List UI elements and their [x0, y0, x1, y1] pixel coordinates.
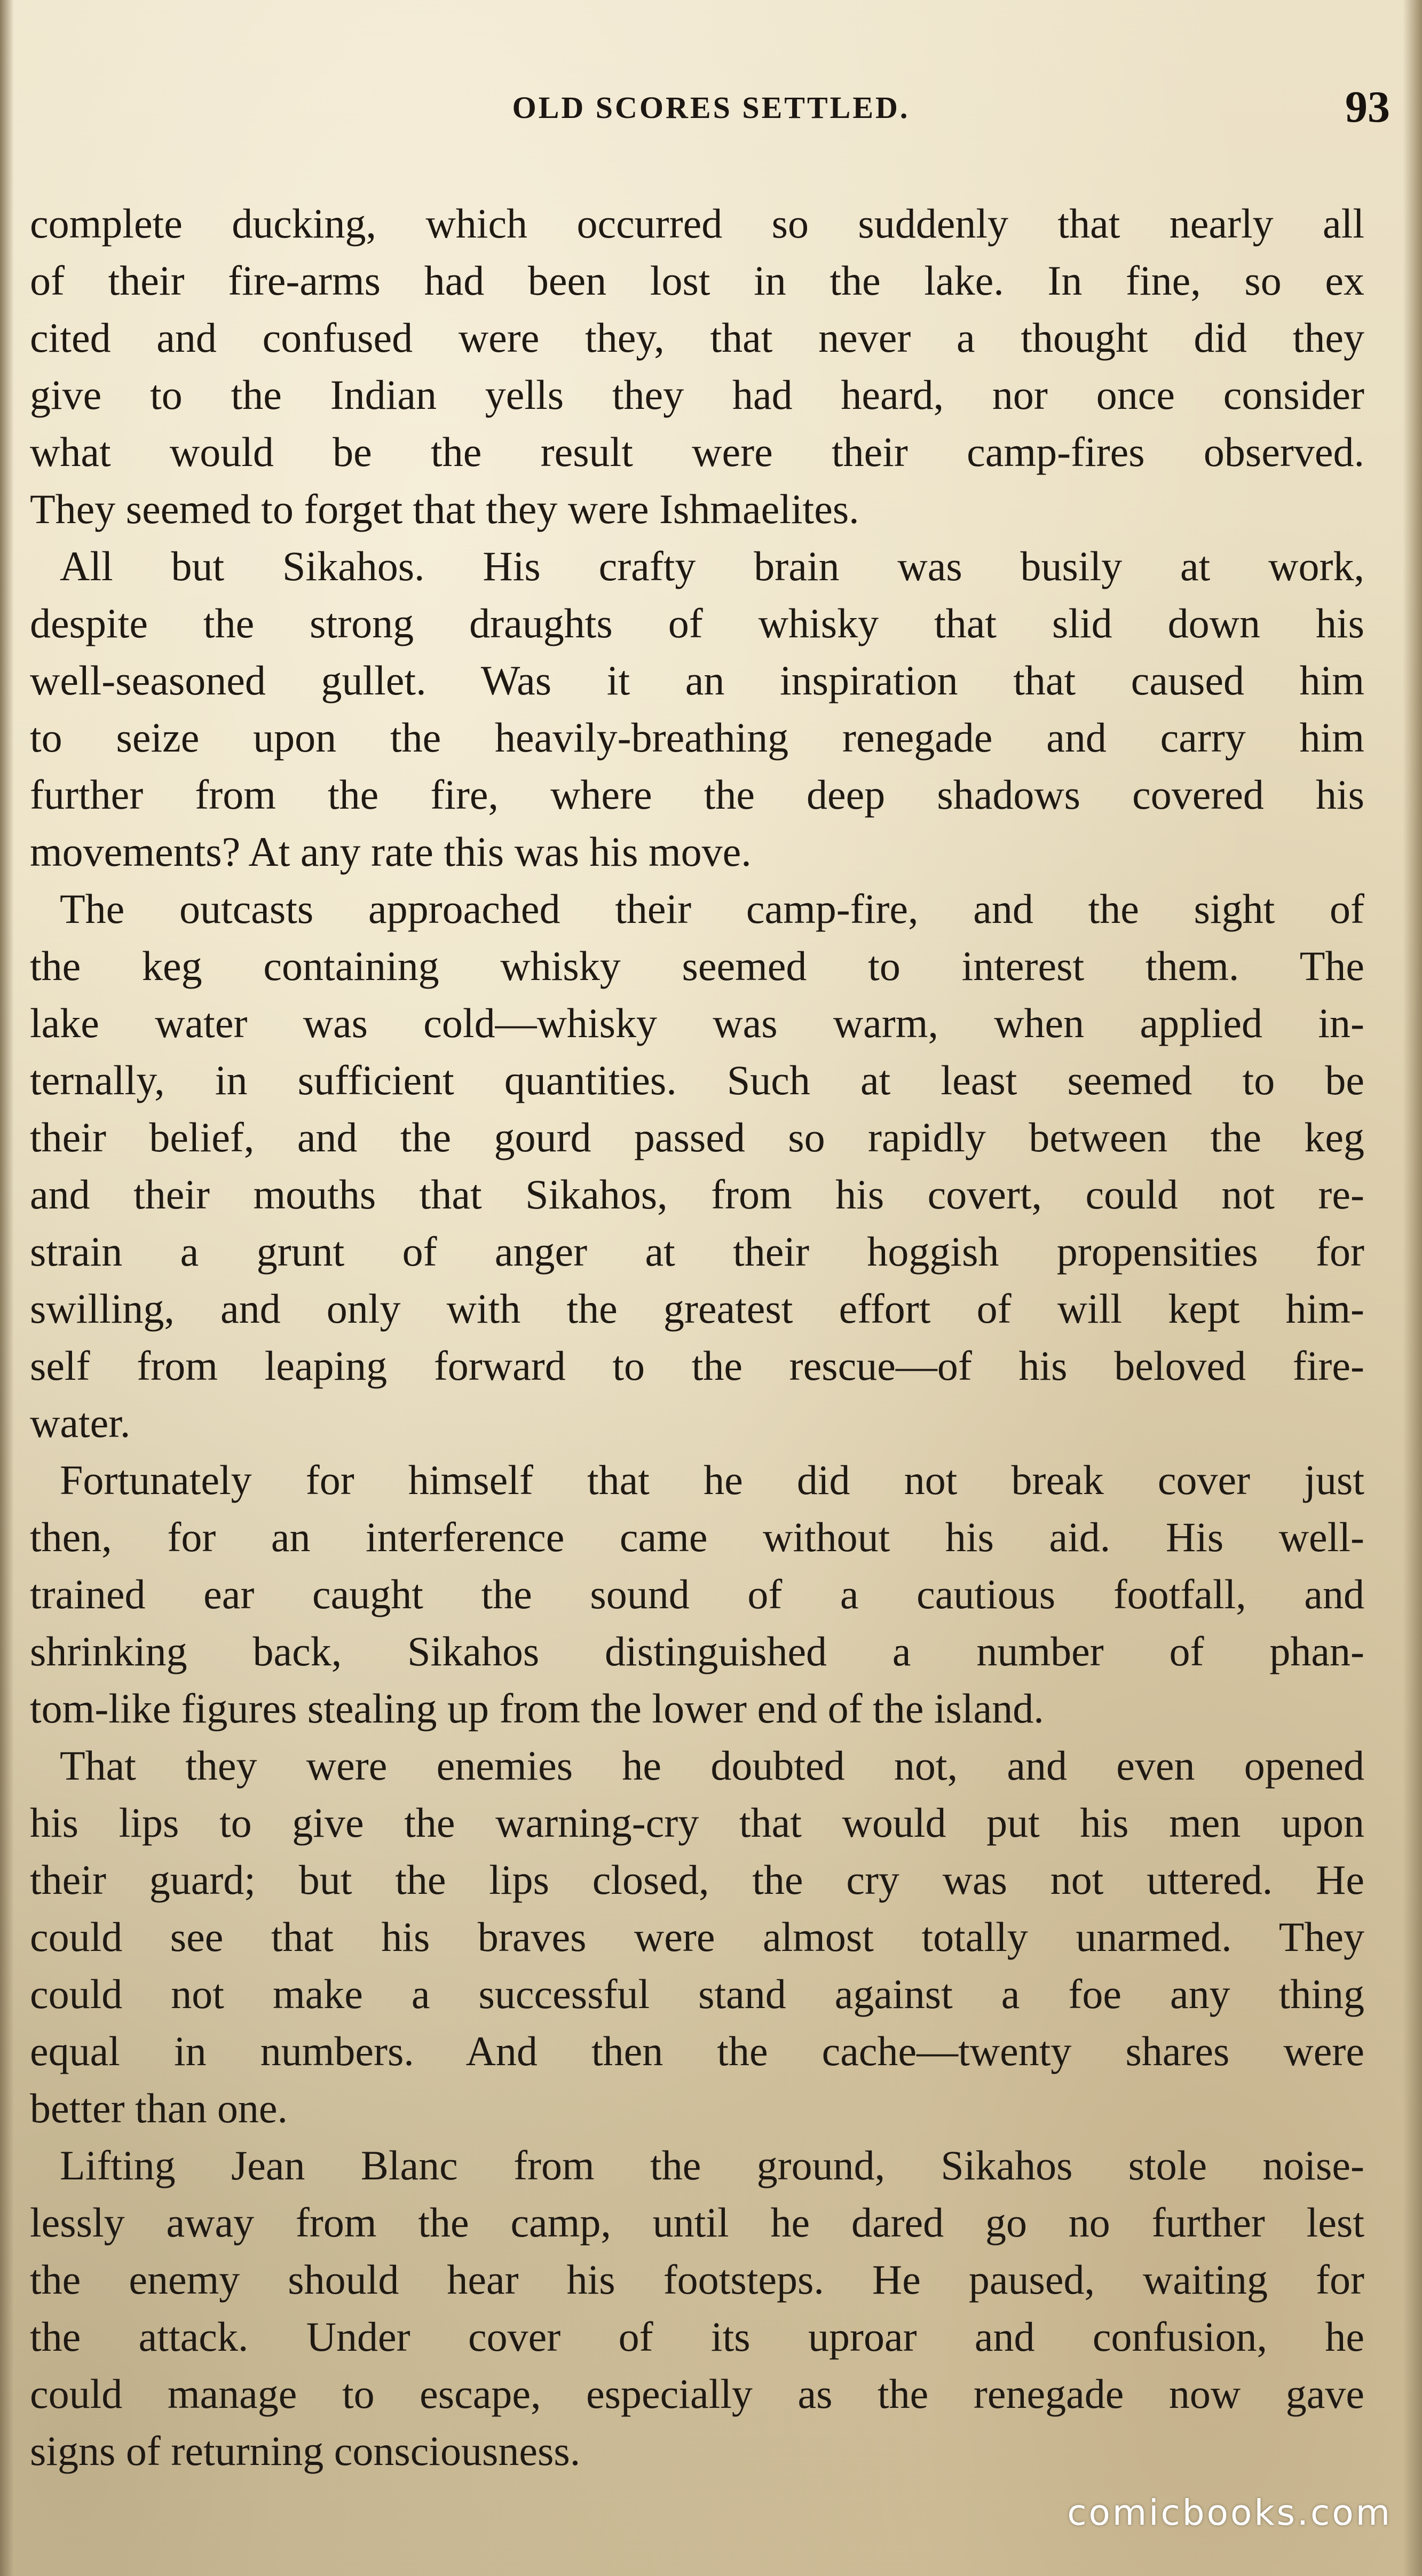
paragraph	[30, 2137, 1364, 2479]
text-line: despite the strong draughts of whisky that slid down his	[30, 600, 1364, 646]
text-line: what would be the result were their camp-fires observed.	[30, 429, 1364, 475]
text-line: That they were enemies he doubted not, and even opened	[60, 1742, 1364, 1789]
text-line: lessly away from the camp, until he dared go no further lest	[30, 2199, 1364, 2246]
text-line: swilling, and only with the greatest effort of will kept him-	[30, 1285, 1364, 1332]
text-line: their guard; but the lips closed, the cry was not uttered. He	[30, 1856, 1364, 1903]
text-line: well-seasoned gullet. Was it an inspiration that caused him	[30, 657, 1364, 704]
text-line: lake water was cold—whisky was warm, when applied in-	[30, 1000, 1364, 1046]
page-header	[32, 82, 1390, 138]
text-line: signs of returning consciousness.	[30, 2428, 581, 2474]
paragraph	[30, 1737, 1364, 2137]
paragraph	[30, 880, 1364, 1451]
text-line: their belief, and the gourd passed so rapidly between the keg	[30, 1114, 1364, 1160]
text-line: water.	[30, 1400, 131, 1446]
text-line: Lifting Jean Blanc from the ground, Sikahos stole noise-	[60, 2142, 1364, 2188]
text-line: and their mouths that Sikahos, from his covert, could not re-	[30, 1171, 1364, 1218]
text-line: Fortunately for himself that he did not break cover just	[60, 1457, 1364, 1503]
running-head: OLD SCORES SETTLED.	[512, 90, 910, 125]
text-line: strain a grunt of anger at their hoggish propensities for	[30, 1228, 1364, 1275]
paragraph	[30, 195, 1364, 538]
text-line: the enemy should hear his footsteps. He paused, waiting for	[30, 2256, 1364, 2303]
page-shadow-left	[0, 0, 14, 2576]
text-line: movements? At any rate this was his move.	[30, 828, 752, 875]
text-line: better than one.	[30, 2085, 288, 2131]
page-number: 93	[1345, 82, 1390, 132]
text-line: ternally, in sufficient quantities. Such at least seemed to be	[30, 1057, 1364, 1103]
text-line: All but Sikahos. His crafty brain was busily at work,	[60, 543, 1364, 589]
text-line: could not make a successful stand against a foe any thing	[30, 1971, 1364, 2017]
text-line: to seize upon the heavily-breathing renegade and carry him	[30, 714, 1364, 761]
body-text	[30, 195, 1364, 2479]
text-line: equal in numbers. And then the cache—twenty shares were	[30, 2028, 1364, 2074]
text-line: the keg containing whisky seemed to interest them. The	[30, 943, 1364, 989]
text-line: the attack. Under cover of its uproar and confusion, he	[30, 2313, 1364, 2360]
text-line: could see that his braves were almost totally unarmed. They	[30, 1914, 1364, 1960]
text-line: his lips to give the warning-cry that would put his men upon	[30, 1799, 1364, 1846]
watermark: comicbooks.com	[1067, 2492, 1392, 2533]
text-line: of their fire-arms had been lost in the lake. In fine, so ex	[30, 257, 1364, 304]
text-line: further from the fire, where the deep shadows covered his	[30, 771, 1364, 818]
text-line: self from leaping forward to the rescue—of his beloved fire-	[30, 1342, 1364, 1389]
text-line: then, for an interference came without his aid. His well-	[30, 1514, 1364, 1560]
text-line: The outcasts approached their camp-fire, and the sight of	[60, 886, 1364, 932]
text-line: shrinking back, Sikahos distinguished a number of phan-	[30, 1628, 1364, 1674]
text-line: They seemed to forget that they were Ishmaelites.	[30, 486, 859, 532]
text-line: give to the Indian yells they had heard, nor once consider	[30, 372, 1364, 418]
text-line: complete ducking, which occurred so suddenly that nearly all	[30, 200, 1364, 247]
text-line: trained ear caught the sound of a cautious footfall, and	[30, 1571, 1364, 1617]
paragraph	[30, 538, 1364, 880]
text-line: could manage to escape, especially as the renegade now gave	[30, 2370, 1364, 2417]
text-line: cited and confused were they, that never a thought did they	[30, 314, 1364, 361]
page-shadow-right	[1403, 0, 1422, 2576]
text-line: tom-like figures stealing up from the lower end of the island.	[30, 1685, 1044, 1732]
paragraph	[30, 1451, 1364, 1737]
